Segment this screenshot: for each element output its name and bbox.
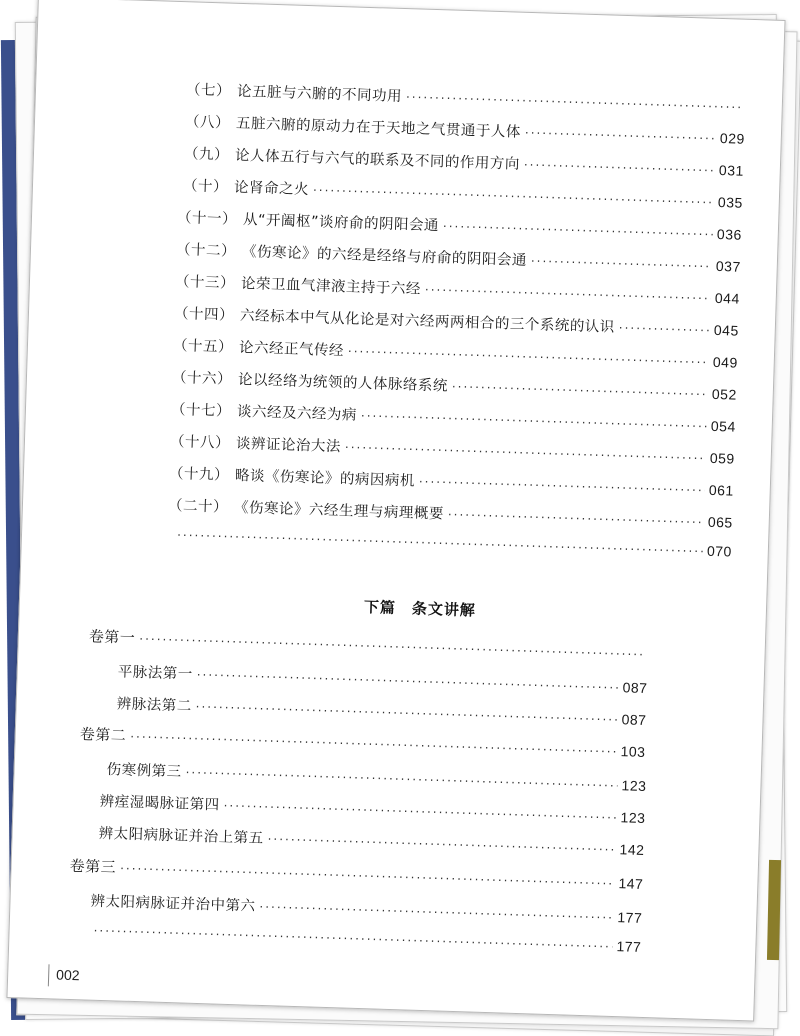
toc-entry-number: （二十） — [167, 497, 229, 516]
toc-entry[interactable] — [183, 174, 743, 213]
leader-dots — [259, 900, 613, 925]
toc-entry-title: 六经标本中气从化论是对六经两两相合的三个系统的认识 — [239, 308, 616, 336]
toc-entry-number: （十七） — [170, 401, 232, 420]
toc-entry-number: （十六） — [171, 369, 233, 388]
toc-entry-page: 147 — [618, 875, 644, 892]
toc-entry-page: 123 — [621, 777, 647, 794]
section-heading: 下篇 条文讲解 — [363, 598, 477, 620]
toc-entry[interactable] — [116, 692, 646, 730]
toc-entry[interactable] — [171, 398, 736, 437]
toc-entry[interactable] — [169, 462, 734, 501]
toc-entry[interactable] — [167, 526, 732, 560]
toc-entry[interactable] — [168, 494, 733, 533]
toc-entry[interactable] — [99, 790, 645, 828]
toc-entry-title: 谈六经及六经为病 — [236, 403, 358, 424]
toc-entry-title: 论六经正气传经 — [238, 339, 345, 360]
toc-entry-number: （八） — [184, 114, 231, 132]
leader-dots — [531, 254, 712, 274]
toc-entry[interactable] — [185, 110, 745, 149]
toc-entry-number: （十二） — [175, 241, 237, 260]
leader-dots — [348, 344, 709, 369]
toc-volume-entry[interactable] — [69, 855, 643, 894]
toc-entry-page: 177 — [616, 938, 642, 955]
toc-entry-number: （十） — [182, 178, 229, 196]
toc-entry-title: 论荣卫血气津液主持于六经 — [240, 276, 422, 298]
toc-entry-page: 059 — [709, 449, 736, 467]
toc-entry[interactable] — [89, 922, 641, 955]
toc-entry-number: （十四） — [173, 305, 235, 324]
toc-entry-title: 卷第二 — [79, 725, 127, 745]
toc-entry-title: 《伤寒论》六经生理与病理概要 — [233, 499, 445, 523]
toc-entry[interactable] — [174, 302, 739, 341]
toc-entry-page: 061 — [708, 481, 734, 499]
toc-entry[interactable] — [170, 430, 735, 469]
toc-entry-number: （十三） — [174, 273, 236, 292]
toc-entry-page: 052 — [711, 385, 738, 403]
toc-entry-page: 142 — [619, 841, 645, 858]
toc-entry[interactable] — [176, 238, 741, 277]
leader-dots — [267, 832, 615, 857]
leader-dots — [345, 440, 706, 465]
toc-entry-page: 065 — [707, 513, 733, 531]
toc-entry-page: 123 — [620, 809, 646, 826]
book-edge-olive — [767, 860, 781, 960]
toc-entry-title: 辨痓湿暍脉证第四 — [99, 793, 220, 814]
toc-entry-page: 045 — [713, 321, 740, 339]
toc-entry-page: 087 — [622, 679, 648, 696]
toc-entry[interactable] — [173, 334, 738, 373]
toc-entry-title: 论人体五行与六气的联系及不同的作用方向 — [234, 147, 521, 173]
toc-entry[interactable] — [184, 142, 744, 181]
toc-entry-title: 论以经络为统领的人体脉络系统 — [237, 371, 449, 395]
toc-volume-entry[interactable] — [79, 723, 645, 762]
toc-entry-page: 037 — [715, 257, 742, 275]
toc-entry-title: 卷第一 — [88, 627, 136, 647]
toc-entry-title: 《伤寒论》的六经是经络与府俞的阴阳会通 — [241, 244, 528, 269]
page-number: 002 — [55, 966, 80, 984]
leader-dots — [139, 632, 645, 662]
toc-entry-title: 从“开阖枢”谈府俞的阴阳会通 — [242, 212, 440, 235]
leader-dots — [223, 799, 616, 825]
leader-dots — [524, 158, 715, 178]
toc-entry[interactable] — [106, 758, 646, 796]
toc-entry-number: （十一） — [176, 209, 238, 228]
leader-dots — [93, 924, 612, 954]
leader-dots — [313, 183, 714, 210]
toc-entry-page: 044 — [714, 289, 741, 307]
toc-entry[interactable] — [172, 366, 737, 405]
toc-entry-page: 035 — [717, 193, 744, 211]
leader-dots — [406, 90, 742, 115]
toc-entry-page: 070 — [706, 542, 733, 560]
toc-volume-entry[interactable] — [89, 625, 649, 664]
toc-entry[interactable] — [175, 270, 740, 309]
toc-entry-number: （七） — [185, 82, 232, 100]
leader-dots — [452, 380, 708, 402]
toc-entry-page: 103 — [620, 743, 646, 760]
toc-entry-title: 论肾命之火 — [233, 179, 310, 199]
leader-dots — [185, 766, 617, 794]
toc-entry-page: 031 — [718, 161, 745, 179]
toc-entry-title: 谈辨证论治大法 — [235, 435, 342, 456]
toc-entry[interactable] — [117, 660, 647, 698]
toc-entry-title: 辨太阳病脉证并治中第六 — [90, 893, 256, 915]
toc-entry[interactable] — [186, 78, 746, 117]
toc-entry-title: 伤寒例第三 — [106, 762, 182, 781]
toc-entry-page: 036 — [716, 225, 743, 243]
folio-rule — [48, 964, 50, 986]
toc-entry-page: 087 — [621, 711, 647, 728]
toc-entry[interactable] — [177, 206, 742, 245]
toc-entry-title: 卷第三 — [69, 856, 117, 877]
leader-dots — [361, 409, 707, 434]
toc-entry[interactable] — [90, 890, 642, 928]
leader-dots — [619, 321, 711, 338]
leader-dots — [525, 126, 716, 146]
leader-dots — [443, 219, 713, 241]
leader-dots — [419, 475, 705, 498]
toc-entry-page: 177 — [617, 909, 643, 926]
toc-entry-title: 辨太阳病脉证并治上第五 — [98, 825, 264, 847]
toc-entry-page: 049 — [712, 353, 739, 371]
toc-entry[interactable] — [98, 822, 644, 860]
toc-entry-title: 论五脏与六腑的不同功用 — [236, 83, 403, 105]
toc-entry-title: 辨脉法第二 — [116, 696, 192, 715]
leader-dots — [130, 730, 617, 759]
leader-dots — [120, 862, 615, 892]
toc-entry-number: （十八） — [169, 433, 231, 452]
leader-dots — [195, 700, 617, 727]
leader-dots — [448, 508, 704, 530]
toc-entry-title: 五脏六腑的原动力在于天地之气贯通于人体 — [235, 115, 522, 141]
toc-entry-number: （十九） — [168, 465, 230, 484]
leader-dots — [425, 283, 711, 306]
toc-entry-number: （十五） — [172, 337, 234, 356]
toc-entry-title: 平脉法第一 — [117, 664, 193, 683]
leader-dots — [177, 528, 703, 559]
toc-entry-page: 054 — [710, 417, 737, 435]
leader-dots — [196, 668, 618, 695]
toc-entry-title: 略谈《伤寒论》的病因病机 — [234, 467, 416, 490]
toc-page — [6, 0, 785, 1022]
toc-entry-number: （九） — [183, 146, 230, 164]
toc-entry-page: 029 — [719, 129, 746, 147]
